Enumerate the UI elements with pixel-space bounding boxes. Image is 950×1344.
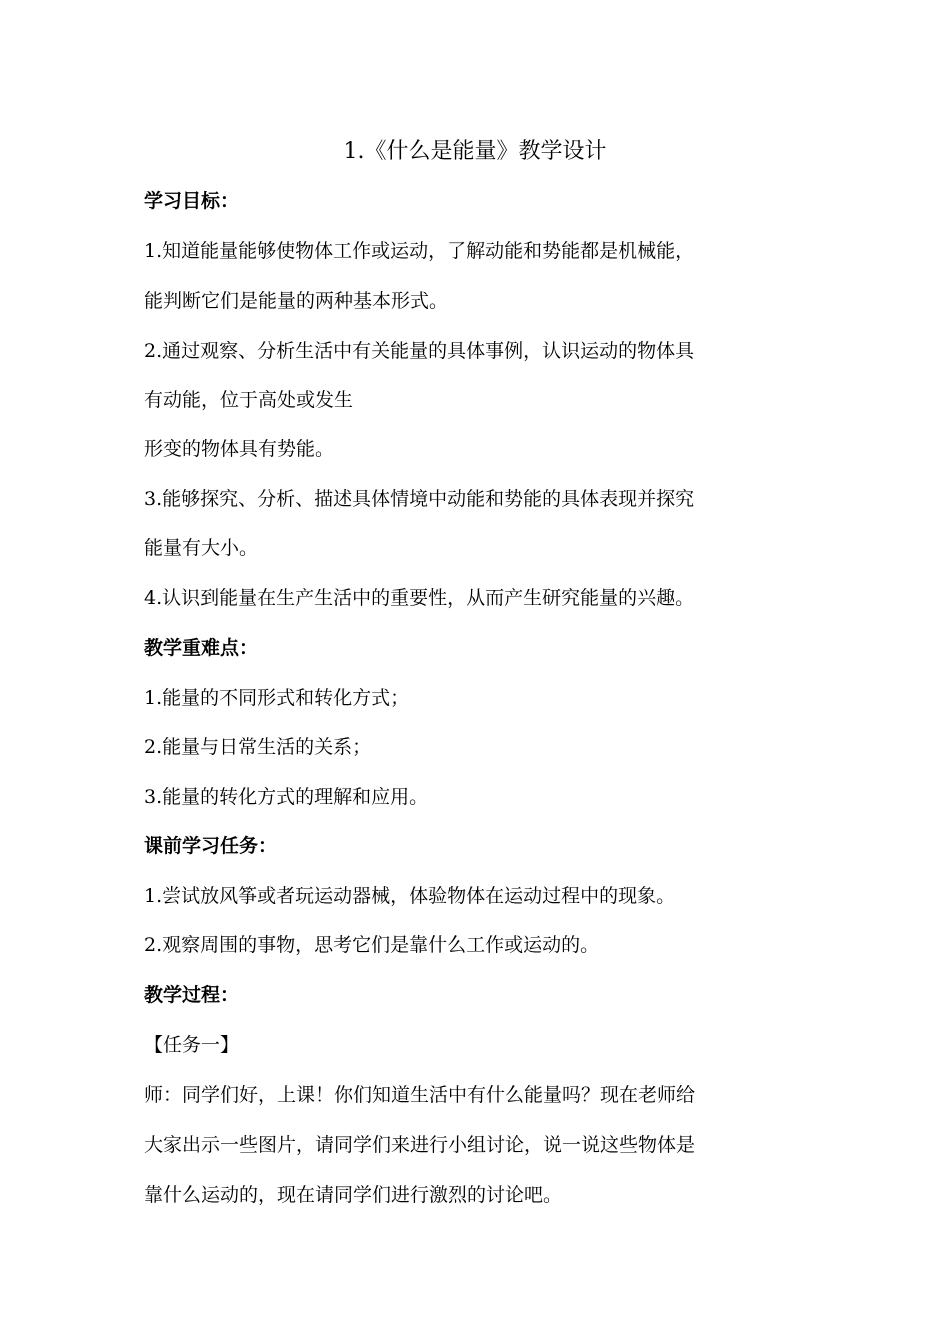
key-point-line: 3.能量的转化方式的理解和应用。 [144,786,429,808]
process-line: 师：同学们好，上课！你们知道生活中有什么能量吗？现在老师给 [144,1084,696,1106]
goal-line: 4.认识到能量在生产生活中的重要性，从而产生研究能量的兴趣。 [144,587,695,609]
process-line: 靠什么运动的，现在请同学们进行激烈的讨论吧。 [144,1184,563,1206]
process-line: 大家出示一些图片，请同学们来进行小组讨论，说一说这些物体是 [144,1134,696,1156]
key-point-line: 1.能量的不同形式和转化方式； [144,687,410,709]
heading-teaching-process: 教学过程： [144,984,240,1006]
pre-task-line: 2.观察周围的事物，思考它们是靠什么工作或运动的。 [144,934,600,956]
goal-line: 1.知道能量能够使物体工作或运动，了解动能和势能都是机械能， [144,240,695,262]
key-point-line: 2.能量与日常生活的关系； [144,736,372,758]
heading-pre-class-tasks: 课前学习任务： [144,835,278,857]
goal-line: 形变的物体具有势能。 [144,438,335,460]
document-title: 1.《什么是能量》教学设计 [343,139,607,164]
goal-line: 能判断它们是能量的两种基本形式。 [144,290,449,312]
heading-key-points: 教学重难点： [144,637,259,659]
pre-task-line: 1.尝试放风筝或者玩运动器械，体验物体在运动过程中的现象。 [144,885,676,907]
goal-line: 3.能够探究、分析、描述具体情境中动能和势能的具体表现并探究 [144,488,695,510]
goal-line: 2.通过观察、分析生活中有关能量的具体事例，认识运动的物体具 [144,340,695,362]
goal-line: 有动能，位于高处或发生 [144,389,354,411]
heading-learning-goals: 学习目标： [144,190,240,212]
goal-line: 能量有大小。 [144,537,259,559]
task-one-label: 【任务一】 [144,1034,240,1056]
